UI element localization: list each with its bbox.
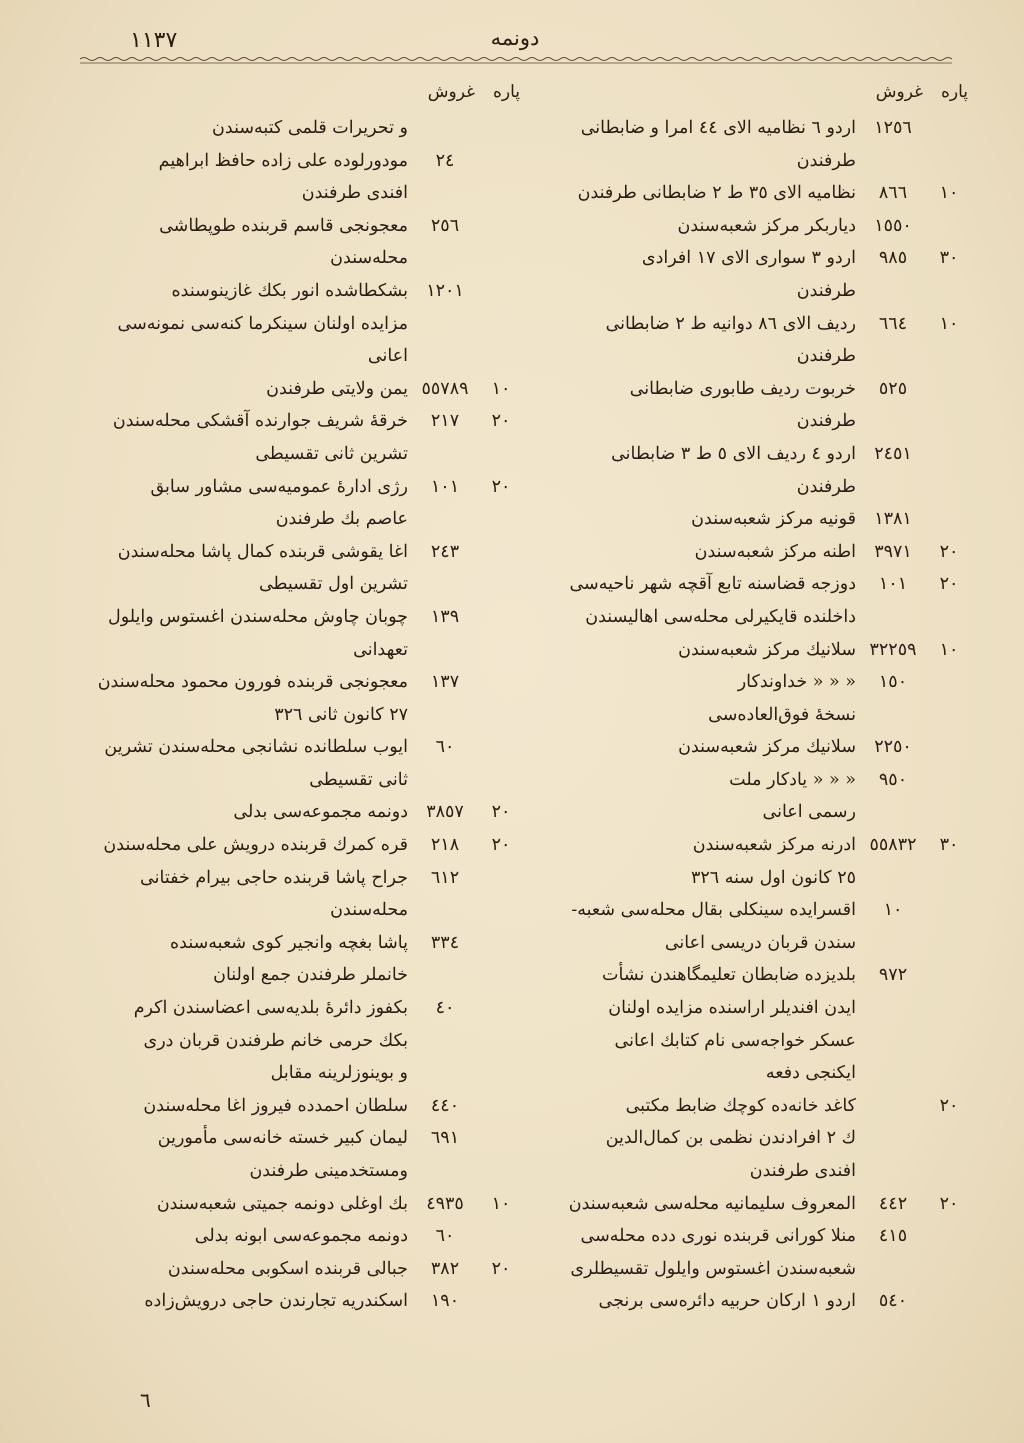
ghurush-amount (408, 699, 482, 732)
para-amount: ١٠ (491, 378, 511, 399)
entry-text: سلطان احمدده فیروز اغا محله‌سندن (143, 1095, 408, 1116)
entry-first-line (540, 242, 968, 275)
ledger-entry (80, 471, 520, 536)
entry-text: بکفوز دائرهٔ بلدیه‌سی اعضاسندن اکرم (133, 998, 408, 1019)
ledger-entry (80, 796, 520, 829)
ledger-entry (540, 959, 968, 1089)
entry-text: ردیف الای ٨٦ دوانیه ط ٢ ضابطانی (605, 313, 856, 334)
entry-continuation-line: رسمی اعانی (762, 802, 856, 823)
para-amount (930, 731, 968, 764)
ledger-entry (80, 210, 520, 275)
ghurush-amount: ٥٤٠ (878, 1291, 908, 1312)
entry-first-line (540, 894, 968, 927)
para-amount (930, 210, 968, 243)
ghurush-amount: ٢٢٥٠ (874, 737, 912, 758)
ghurush-amount: ٤٤٠ (430, 1095, 460, 1116)
ledger-entry (80, 1188, 520, 1221)
para-amount (482, 112, 520, 145)
entry-first-line (80, 992, 520, 1025)
ghurush-heading: غروش (427, 82, 475, 102)
entry-first-line (80, 1253, 520, 1286)
entry-text: یمن ولایتی طرفندن (266, 378, 408, 399)
entry-first-line (80, 699, 520, 732)
ledger-entry (540, 894, 968, 959)
ghurush-amount (856, 862, 930, 895)
entry-text: اطنه مرکز شعبه‌سندن (694, 541, 856, 562)
entry-continuation-line: اعانی (367, 346, 408, 367)
ghurush-amount: ١٣٧ (430, 672, 460, 693)
entry-continuation-line: ایدن افندیلر اراسنده مزایده اولنان (608, 998, 856, 1019)
entry-first-line (80, 829, 520, 862)
entry-text: کاغد خانه‌ده کوچك ضابط مکتبی (625, 1095, 856, 1116)
entry-first-line (540, 308, 968, 341)
ledger-entry (540, 1285, 968, 1318)
entry-text: سلانیك مرکز شعبه‌سندن (678, 639, 856, 660)
ledger-entry (540, 210, 968, 243)
entry-text: جراح پاشا قربنده حاجی بیرام خفتانی (140, 867, 408, 888)
ghurush-amount: ٢٤ (435, 150, 455, 171)
para-amount (482, 1122, 520, 1155)
entry-first-line (80, 796, 520, 829)
para-amount (482, 1090, 520, 1123)
ledger-entry (80, 373, 520, 406)
entry-text: اردو ٣ سواری الای ١٧ افرادی (641, 248, 856, 269)
entry-text: اغا یقوشی قربنده کمال پاشا محله‌سندن (117, 541, 408, 562)
para-amount (482, 1285, 520, 1318)
entry-first-line (540, 568, 968, 601)
ledger-entry (540, 308, 968, 373)
ledger-entry (540, 177, 968, 210)
ledger-entry (80, 927, 520, 992)
para-amount (930, 1285, 968, 1318)
ghurush-amount: ٣٣٤ (430, 932, 460, 953)
ledger-entry (540, 666, 968, 731)
entry-text: المعروف سلیمانیه محله‌سی شعبه‌سندن (568, 1193, 856, 1214)
entry-text: چوبان چاوش محله‌سندن اغستوس وایلول (108, 606, 408, 627)
para-amount (482, 731, 520, 764)
para-amount: ٢٠ (491, 835, 511, 856)
entry-continuation-line: نسخهٔ فوق‌العاده‌سی (708, 704, 856, 725)
signature-mark: ٦ (140, 1388, 151, 1412)
entry-text: خربوت ردیف طابوری ضابطانی (629, 378, 856, 399)
entry-continuation-line: طرفندن (796, 476, 856, 497)
ghurush-amount: ٨٦٦ (878, 183, 908, 204)
entry-text: جبالی قربنده اسکوبی محله‌سندن (167, 1258, 408, 1279)
ghurush-amount: ١٢٥٦ (874, 118, 912, 138)
entry-first-line (540, 438, 968, 471)
entry-text: و تحریرات قلمی کتبه‌سندن (212, 118, 408, 138)
ledger-entry (80, 112, 520, 145)
para-amount: ٢٠ (939, 574, 959, 595)
entry-continuation-line: محله‌سندن (330, 900, 408, 921)
entry-continuation-line: افندی طرفندن (301, 183, 408, 204)
entry-first-line (80, 666, 520, 699)
entry-first-line (80, 275, 520, 308)
para-amount (930, 438, 968, 471)
entry-first-line (80, 471, 520, 504)
entry-first-line (80, 373, 520, 406)
entry-text: معجونجی قربنده فورون محمود محله‌سندن (97, 672, 408, 693)
ledger-entry (540, 1090, 968, 1188)
entry-continuation-line: عسکر خواجه‌سی نام کتابك اعانی (614, 1030, 856, 1051)
ledger-entry (540, 568, 968, 633)
para-amount (930, 1220, 968, 1253)
ledger-entry (540, 731, 968, 764)
para-heading: پاره (940, 82, 968, 102)
entry-continuation-line: تشرین ثانی تقسیطی (255, 443, 408, 464)
ledger-entry (80, 1253, 520, 1286)
para-amount (930, 862, 968, 895)
entry-first-line (80, 1122, 520, 1155)
entry-text: مودورلوده علی زاده حافظ ابراهیم (158, 150, 408, 171)
entry-text: « « « یادکار ملت (729, 769, 856, 790)
ghurush-amount: ٤٠ (435, 998, 455, 1019)
entry-continuation-line: طرفندن (796, 150, 856, 171)
entry-continuation-line: ومستخدمینی طرفندن (249, 1161, 408, 1181)
entry-first-line (80, 210, 520, 243)
entry-first-line (80, 405, 520, 438)
ghurush-amount: ٦٠ (435, 1226, 455, 1247)
column-header (540, 80, 968, 112)
ghurush-amount: ٩٥٠ (878, 769, 908, 790)
ghurush-amount: ٢٤٥١ (874, 443, 912, 464)
entry-continuation-line: تشرین اول تقسیطی (258, 574, 408, 595)
ledger-entry (80, 601, 520, 666)
entry-continuation-line: محله‌سندن (330, 248, 408, 269)
para-amount (482, 275, 520, 308)
ghurush-amount: ٩٨٥ (878, 248, 908, 269)
para-amount (930, 764, 968, 797)
entry-first-line (540, 666, 968, 699)
ledger-entry (540, 112, 968, 177)
para-amount: ٢٠ (491, 802, 511, 823)
ghurush-amount: ٣٢٢٥٩ (869, 639, 917, 660)
para-amount (482, 927, 520, 960)
entry-first-line (540, 177, 968, 210)
entry-continuation-line: طرفندن (796, 346, 856, 367)
ghurush-amount: ٥٥٧٨٩ (421, 378, 469, 399)
entry-continuation-line: خانملر طرفندن جمع اولنان (213, 965, 408, 986)
ledger-entry (80, 405, 520, 470)
entry-first-line (540, 373, 968, 406)
ghurush-amount: ١٥٠ (878, 672, 908, 693)
para-amount: ٢٠ (491, 411, 511, 432)
ghurush-amount: ٣٨٢ (430, 1258, 460, 1279)
ledger-entry (80, 992, 520, 1090)
para-amount: ٣٠ (939, 248, 959, 269)
entry-text: دونمه مجموعه‌سی بدلی (233, 802, 408, 823)
entry-first-line (80, 927, 520, 960)
ledger-entry (80, 1090, 520, 1123)
ledger-entry (80, 1122, 520, 1187)
para-amount: ١٠ (939, 639, 959, 660)
entry-first-line (540, 1090, 968, 1123)
ghurush-heading: غروش (875, 82, 923, 102)
ledger-entry (540, 536, 968, 569)
entry-first-line (540, 829, 968, 862)
para-amount: ١٠ (939, 313, 959, 334)
entry-continuation-line: داخلنده قایکیرلی محله‌سی اهالیسندن (585, 606, 856, 627)
ghurush-amount: ٦٠ (435, 737, 455, 758)
entry-first-line (80, 112, 520, 145)
entry-first-line (540, 634, 968, 667)
para-amount (482, 1220, 520, 1253)
entry-continuation-line: عاصم بك طرفندن (275, 509, 408, 530)
entry-text: ٢٧ کانون ثانی ٣٢٦ (274, 704, 408, 725)
entry-text: رژی ادارهٔ عمومیه‌سی مشاور سابق (150, 476, 408, 497)
para-amount (930, 894, 968, 927)
entry-continuation-line: ایکنجی دفعه (765, 1063, 856, 1084)
entry-text: دوزجه قضاسنه تابع آقچه شهر ناحیه‌سی (569, 574, 856, 595)
left-column (80, 80, 520, 1318)
entry-first-line (540, 764, 968, 797)
ghurush-amount: ١٣٨١ (874, 509, 912, 530)
ledger-entry (540, 764, 968, 829)
entry-text: دیاربکر مرکز شعبه‌سندن (677, 215, 856, 236)
entry-continuation-line: بکك حرمی خانم طرفندن قربان دری (143, 1030, 408, 1051)
entry-text: دونمه مجموعه‌سی ابونه بدلی (194, 1226, 408, 1247)
entry-first-line (80, 1285, 520, 1318)
para-amount (482, 862, 520, 895)
ledger-entry (540, 242, 968, 307)
ghurush-amount (856, 1090, 930, 1123)
entry-first-line (80, 536, 520, 569)
entry-text: پاشا بغچه وانجیر کوی شعبه‌سنده (170, 932, 408, 953)
header-rule (80, 56, 952, 64)
ghurush-amount: ٩٧٢ (878, 965, 908, 986)
ghurush-amount: ٢١٧ (430, 411, 460, 432)
entry-text: بشکطاشده انور بکك غازینوسنده (171, 280, 408, 301)
para-amount (482, 145, 520, 178)
para-amount (482, 601, 520, 634)
ghurush-amount: ١٣٩ (430, 606, 460, 627)
entry-continuation-line: ك ٢ افرادندن نظمی بن کمال‌الدین (605, 1128, 856, 1149)
para-heading: پاره (492, 82, 520, 102)
entry-text: ایوب سلطانده نشانجی محله‌سندن تشرین (104, 737, 408, 758)
entry-first-line (540, 536, 968, 569)
entry-text: قونیه مرکز شعبه‌سندن (691, 509, 856, 530)
entry-text: اسکندریه تجارندن حاجی درویش‌زاده (144, 1291, 408, 1312)
ledger-entry (80, 275, 520, 373)
ghurush-amount: ٦١٢ (430, 867, 460, 888)
entry-first-line (540, 959, 968, 992)
para-amount: ٢٠ (491, 1258, 511, 1279)
ledger-entry (80, 862, 520, 927)
para-amount (482, 666, 520, 699)
para-amount: ١٠ (939, 183, 959, 204)
ghurush-amount: ١٥٥٠ (874, 215, 912, 236)
para-amount (930, 373, 968, 406)
para-amount: ٢٠ (939, 541, 959, 562)
para-amount (930, 503, 968, 536)
ghurush-amount: ١٠١ (430, 476, 460, 497)
entry-text: قره کمرك قربنده درویش علی محله‌سندن (103, 835, 408, 856)
para-amount: ٢٠ (491, 476, 511, 497)
entry-continuation-line: افندی طرفندن (749, 1161, 856, 1181)
ghurush-amount: ٢٤٣ (430, 541, 460, 562)
entry-continuation-line: تعهدانی (353, 639, 408, 660)
ledger-entry (540, 829, 968, 862)
entry-text: اردو ١ ارکان حربیه دائره‌سی برنجی (598, 1291, 856, 1312)
entry-text: نظامیه الای ٣٥ ط ٢ ضابطانی طرفندن (577, 183, 856, 204)
ledger-entry (540, 634, 968, 667)
para-amount: ٢٠ (939, 1193, 959, 1214)
ledger-entry (540, 1220, 968, 1285)
ghurush-amount: ٤١٥ (878, 1226, 908, 1247)
entry-first-line (80, 1220, 520, 1253)
entry-first-line (80, 145, 520, 178)
ledger-entry (80, 536, 520, 601)
entry-text: لیمان کبیر خسته خانه‌سی مأمورین (157, 1128, 408, 1149)
ghurush-amount: ٤٤٢ (878, 1193, 908, 1214)
ghurush-amount: ١٠ (883, 900, 903, 921)
ledger-entry (80, 1285, 520, 1318)
right-column (540, 80, 968, 1318)
entry-text: اردو ٤ ردیف الای ٥ ط ٣ ضابطانی (611, 443, 856, 464)
entry-text: بلدیزده ضابطان تعلیمگاهندن نشأت (602, 965, 856, 986)
ghurush-amount (408, 112, 482, 145)
ghurush-amount: ٢٥٦ (430, 215, 460, 236)
ledger-entry (540, 1188, 968, 1221)
para-amount (482, 699, 520, 732)
entry-text: اقسرایده سینکلی بقال محله‌سی شعبه- (571, 900, 856, 921)
para-amount (482, 536, 520, 569)
para-amount (482, 210, 520, 243)
entry-first-line (540, 731, 968, 764)
ledger-entry (540, 438, 968, 503)
para-amount (930, 959, 968, 992)
ledger-entry (80, 1220, 520, 1253)
entry-first-line (540, 210, 968, 243)
ghurush-amount: ٢١٨ (430, 835, 460, 856)
entry-first-line (80, 731, 520, 764)
para-amount (482, 992, 520, 1025)
entry-first-line (80, 862, 520, 895)
ledger-entry (540, 503, 968, 536)
entry-continuation-line: طرفندن (796, 280, 856, 301)
ghurush-amount: ١٠١ (878, 574, 908, 595)
ledger-entry (80, 666, 520, 699)
para-amount (930, 666, 968, 699)
entry-first-line (80, 1090, 520, 1123)
para-amount: ٣٠ (939, 835, 959, 856)
entry-text: خرقهٔ شریف جوارنده آقشکی محله‌سندن (112, 411, 408, 432)
para-amount: ١٠ (491, 1193, 511, 1214)
entry-text: « « « خداوندکار (737, 672, 856, 693)
page-number: ١١٣٧ (130, 28, 178, 53)
ghurush-amount: ٥٢٥ (878, 378, 908, 399)
column-header (80, 80, 520, 112)
entry-first-line (540, 112, 968, 145)
entry-first-line (540, 503, 968, 536)
entry-first-line (540, 1220, 968, 1253)
ghurush-amount: ٤٩٣٥ (426, 1193, 464, 1214)
entry-first-line (80, 601, 520, 634)
ghurush-amount: ٣٨٥٧ (426, 802, 464, 823)
ghurush-amount: ٥٥٨٣٢ (869, 835, 917, 856)
entry-continuation-line: طرفندن (796, 411, 856, 432)
entry-continuation-line: سندن قربان دریسی اعانی (664, 932, 856, 953)
para-amount (930, 112, 968, 145)
ledger-entry (540, 862, 968, 895)
entry-continuation-line: ثانی تقسیطی (309, 769, 408, 790)
para-amount: ٢٠ (939, 1095, 959, 1116)
ghurush-amount: ٣٩٧١ (874, 541, 912, 562)
entry-text: ادرنه مرکز شعبه‌سندن (692, 835, 856, 856)
entry-text: معجونجی قاسم قربنده طوپطاشی (159, 215, 408, 236)
entry-continuation-line: مزایده اولنان سینکرما کنه‌سی نمونه‌سی (117, 313, 408, 334)
entry-first-line (540, 1285, 968, 1318)
entry-text: اردو ٦ نظامیه الای ٤٤ امرا و ضابطانی (580, 118, 856, 138)
entry-text: بك اوغلی دونمه جمیتی شعبه‌سندن (156, 1193, 408, 1214)
entry-continuation-line: و بوینوزلرینه مقابل (270, 1063, 408, 1084)
page-title: دونمه (490, 26, 540, 50)
ledger-entry (80, 731, 520, 796)
ghurush-amount: ١٢٠١ (426, 280, 464, 301)
ledger-entry (80, 829, 520, 862)
ghurush-amount: ٦٦٤ (878, 313, 908, 334)
entry-text: سلانیك مرکز شعبه‌سندن (678, 737, 856, 758)
entry-text: ٢٥ کانون اول سنه ٣٢٦ (690, 867, 856, 888)
ledger-entry (80, 145, 520, 210)
ledger-entry (80, 699, 520, 732)
ledger-entry (540, 373, 968, 438)
entry-first-line (540, 1188, 968, 1221)
entry-continuation-line: شعبه‌سندن اغستوس وایلول تقسیطلری (570, 1258, 856, 1279)
entry-text: منلا کورانی قربنده نوری دده محله‌سی (580, 1226, 856, 1247)
entry-first-line (80, 1188, 520, 1221)
ghurush-amount: ٦٩١ (430, 1128, 460, 1149)
ghurush-amount: ١٩٠ (430, 1291, 460, 1312)
entry-first-line (540, 862, 968, 895)
